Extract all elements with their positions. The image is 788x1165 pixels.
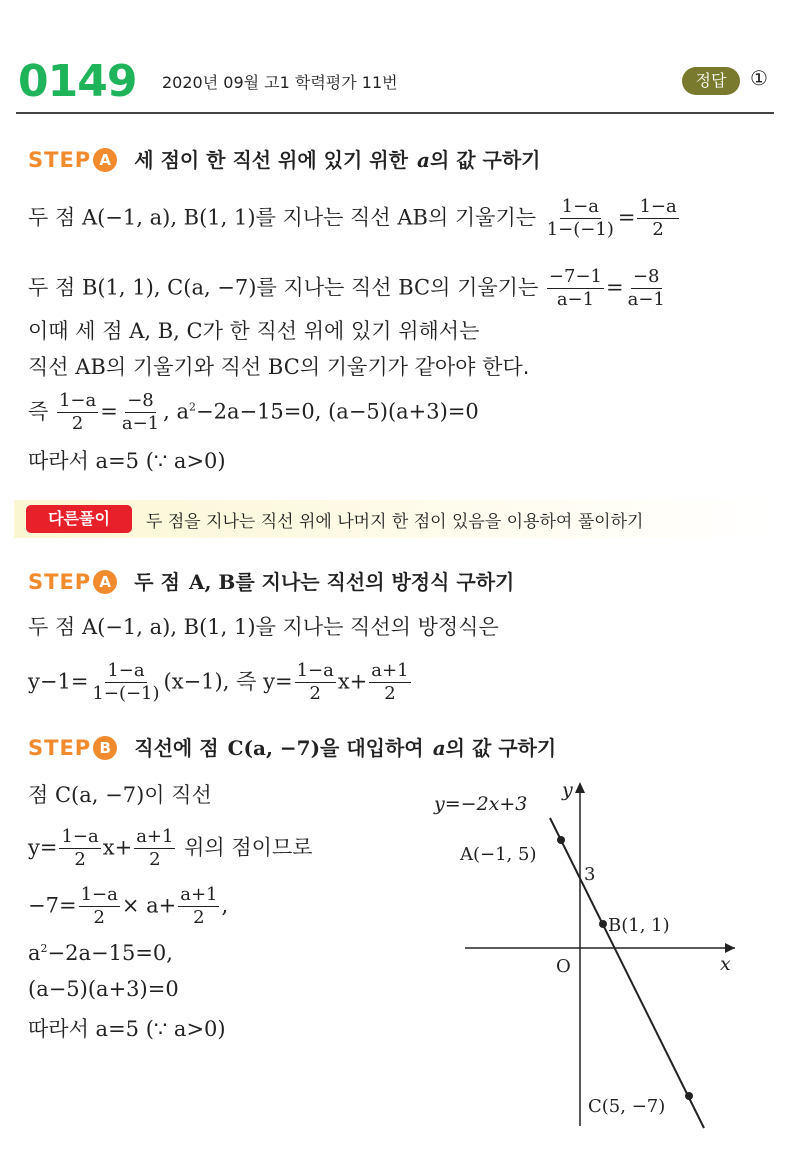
- x-axis-label: x: [720, 953, 731, 975]
- point-c: [685, 1092, 693, 1100]
- alt-step-b-heading: STEP B 직선에 점 C(a, −7)을 대입하여 a의 값 구하기: [28, 736, 557, 760]
- answer-badge: 정답: [682, 67, 740, 95]
- alt-b-line-3: −7= $\frac{1-a}{2}$ × a+ $\frac{a+1}{2}$ ,: [28, 884, 229, 928]
- solution-line-4: 직선 AB의 기울기와 직선 BC의 기울기가 같아야 한다.: [28, 355, 530, 379]
- line-graph: [420, 776, 760, 1136]
- step-tag: STEP: [28, 148, 92, 172]
- point-b: [599, 920, 607, 928]
- origin-label: O: [556, 956, 571, 977]
- line-label: y=−2x+3: [434, 793, 528, 815]
- alternative-badge: 다른풀이: [26, 505, 132, 533]
- step-title: 세 점이 한 직선 위에 있기 위한: [134, 148, 408, 172]
- alt-line-2: y−1= $\frac{1-a}{1-(-1)}$ (x−1), 즉 y= $\frac{1-a}{2}$ x+ $\frac{a+1}{2}$: [28, 660, 409, 704]
- alt-b-line-1: 점 C(a, −7)이 직선: [28, 783, 212, 807]
- solution-line-2: 두 점 B(1, 1), C(a, −7)를 지나는 직선 BC의 기울기는 $\frac{-7-1}{a-1}$ = $\frac{-8}{a-1}$: [28, 266, 665, 310]
- alt-step-a-heading: STEP A 두 점 A, B를 지나는 직선의 방정식 구하기: [28, 570, 515, 594]
- point-c-label: C(5, −7): [588, 1096, 666, 1117]
- step-a-heading: STEP A 세 점이 한 직선 위에 있기 위한 a의 값 구하기: [28, 148, 541, 172]
- y-axis-label: y: [562, 779, 573, 801]
- alt-b-line-2: y= $\frac{1-a}{2}$ x+ $\frac{a+1}{2}$ 위의 점이므로: [28, 826, 313, 870]
- alt-b-line-5: (a−5)(a+3)=0: [28, 977, 179, 1001]
- step-letter-badge: A: [93, 148, 117, 172]
- solution-line-5: 즉 $\frac{1-a}{2}$ = $\frac{-8}{a-1}$ , $a^2-2a-15=0$, (a−5)(a+3)=0: [28, 390, 479, 434]
- y-intercept-label: 3: [584, 864, 596, 885]
- solution-line-3: 이때 세 점 A, B, C가 한 직선 위에 있기 위해서는: [28, 319, 480, 343]
- slope-fraction: $\frac{-7-1}{a-1}$: [548, 266, 602, 310]
- alt-b-line-6: 따라서 a=5 (∵ a>0): [28, 1017, 226, 1041]
- x-axis-arrow: [725, 943, 735, 953]
- solution-line-6: 따라서 a=5 (∵ a>0): [28, 449, 226, 473]
- problem-source: 2020년 09월 고1 학력평가 11번: [162, 73, 398, 92]
- alt-line-1: 두 점 A(−1, a), B(1, 1)을 지나는 직선의 방정식은: [28, 615, 499, 639]
- graph-line: [550, 818, 704, 1128]
- point-a: [557, 836, 565, 844]
- solution-line-1: 두 점 A(−1, a), B(1, 1)를 지나는 직선 AB의 기울기는 $\frac{1-a}{1-(-1)}$ = $\frac{1-a}{2}$: [28, 196, 677, 240]
- answer-value: ①: [750, 66, 768, 90]
- y-axis-arrow: [575, 782, 585, 793]
- problem-number: 0149: [18, 56, 137, 107]
- point-b-label: B(1, 1): [608, 915, 670, 936]
- slope-fraction: $\frac{1-a}{1-(-1)}$: [546, 196, 614, 240]
- alternative-description: 두 점을 지나는 직선 위에 나머지 한 점이 있음을 이용하여 풀이하기: [146, 512, 644, 532]
- header-divider: [16, 112, 774, 114]
- alt-b-line-4: $a^2-2a-15=0$,: [28, 941, 173, 965]
- point-a-label: A(−1, 5): [460, 844, 537, 865]
